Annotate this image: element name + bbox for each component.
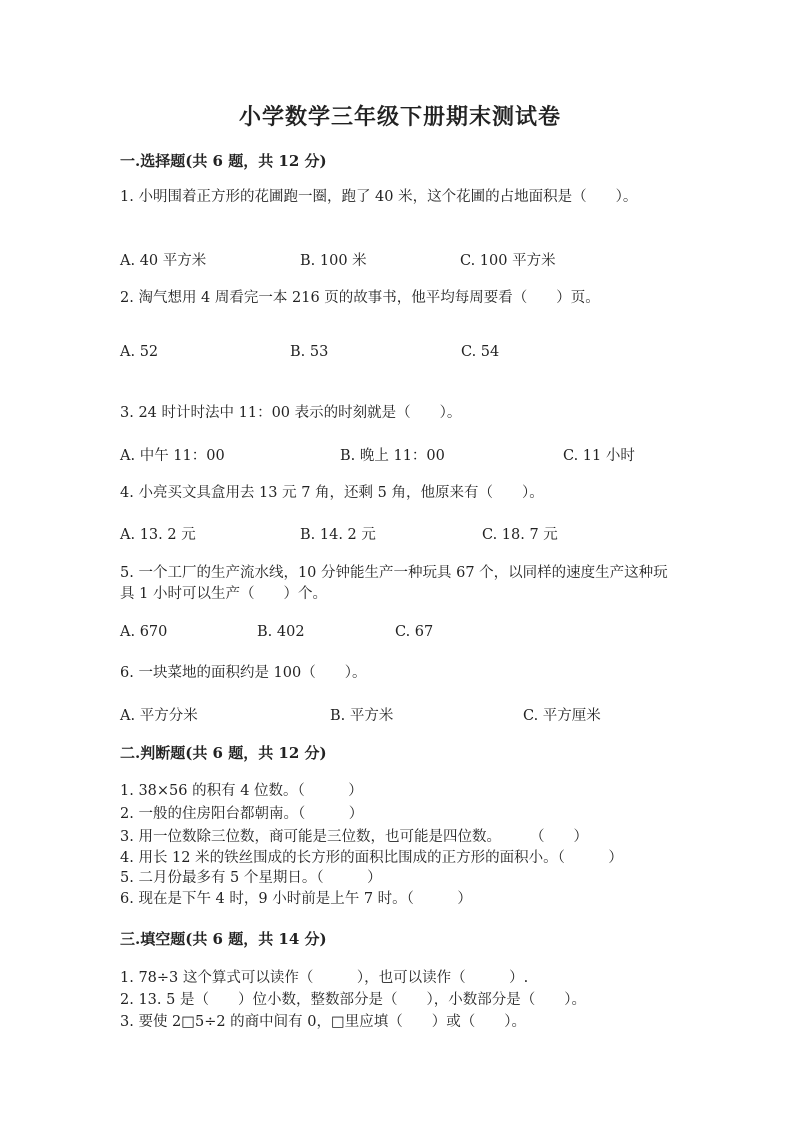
question-3: 3. 24 时计时法中 11：00 表示的时刻就是（ ）。 — [120, 405, 462, 421]
q3-option-b: B. 晚上 11：00 — [340, 448, 445, 464]
tf-item-1: 1. 38×56 的积有 4 位数。（ ） — [120, 783, 363, 799]
q4-option-b: B. 14. 2 元 — [300, 527, 376, 543]
q1-option-b: B. 100 米 — [300, 253, 367, 269]
q5-option-b: B. 402 — [257, 624, 305, 640]
q4-option-a: A. 13. 2 元 — [120, 527, 196, 543]
tf-item-3: 3. 用一位数除三位数，商可能是三位数，也可能是四位数。 （ ） — [120, 829, 588, 845]
section-heading-choice: 一.选择题(共 6 题，共 12 分) — [120, 152, 327, 170]
question-6: 6. 一块菜地的面积约是 100（ ）。 — [120, 665, 367, 681]
q3-option-a: A. 中午 11：00 — [120, 448, 225, 464]
tf-item-2: 2. 一般的住房阳台都朝南。（ ） — [120, 806, 364, 822]
question-2: 2. 淘气想用 4 周看完一本 216 页的故事书，他平均每周要看（ ）页。 — [120, 290, 600, 306]
q5-option-a: A. 670 — [120, 624, 168, 640]
q2-option-b: B. 53 — [290, 344, 329, 360]
section-heading-fill-blank: 三.填空题(共 6 题，共 14 分) — [120, 930, 327, 948]
question-5: 5. 一个工厂的生产流水线，10 分钟能生产一种玩具 67 个，以同样的速度生产这种玩具 1 小时可以生产（ ）个。 — [120, 565, 668, 602]
fill-item-2: 2. 13. 5 是（ ）位小数，整数部分是（ ），小数部分是（ ）。 — [120, 992, 586, 1008]
q3-option-c: C. 11 小时 — [563, 448, 635, 464]
q6-option-b: B. 平方米 — [330, 708, 394, 724]
fill-item-1: 1. 78÷3 这个算式可以读作（ ），也可以读作（ ）. — [120, 970, 529, 986]
question-4: 4. 小亮买文具盒用去 13 元 7 角，还剩 5 角，他原来有（ ）。 — [120, 485, 544, 501]
q2-option-a: A. 52 — [120, 344, 159, 360]
q1-option-c: C. 100 平方米 — [460, 253, 556, 269]
page-title: 小学数学三年级下册期末测试卷 — [238, 104, 561, 130]
tf-item-5: 5. 二月份最多有 5 个星期日。（ ） — [120, 870, 382, 886]
question-1: 1. 小明围着正方形的花圃跑一圈，跑了 40 米，这个花圃的占地面积是（ ）。 — [120, 189, 638, 205]
q6-option-c: C. 平方厘米 — [523, 708, 601, 724]
q4-option-c: C. 18. 7 元 — [482, 527, 558, 543]
q2-option-c: C. 54 — [461, 344, 500, 360]
section-heading-true-false: 二.判断题(共 6 题，共 12 分) — [120, 744, 327, 762]
q1-option-a: A. 40 平方米 — [120, 253, 207, 269]
tf-item-4: 4. 用长 12 米的铁丝围成的长方形的面积比围成的正方形的面积小。（ ） — [120, 850, 623, 866]
fill-item-3: 3. 要使 2□5÷2 的商中间有 0，□里应填（ ）或（ ）。 — [120, 1014, 526, 1030]
q5-option-c: C. 67 — [395, 624, 434, 640]
tf-item-6: 6. 现在是下午 4 时，9 小时前是上午 7 时。（ ） — [120, 891, 472, 907]
q6-option-a: A. 平方分米 — [120, 708, 198, 724]
